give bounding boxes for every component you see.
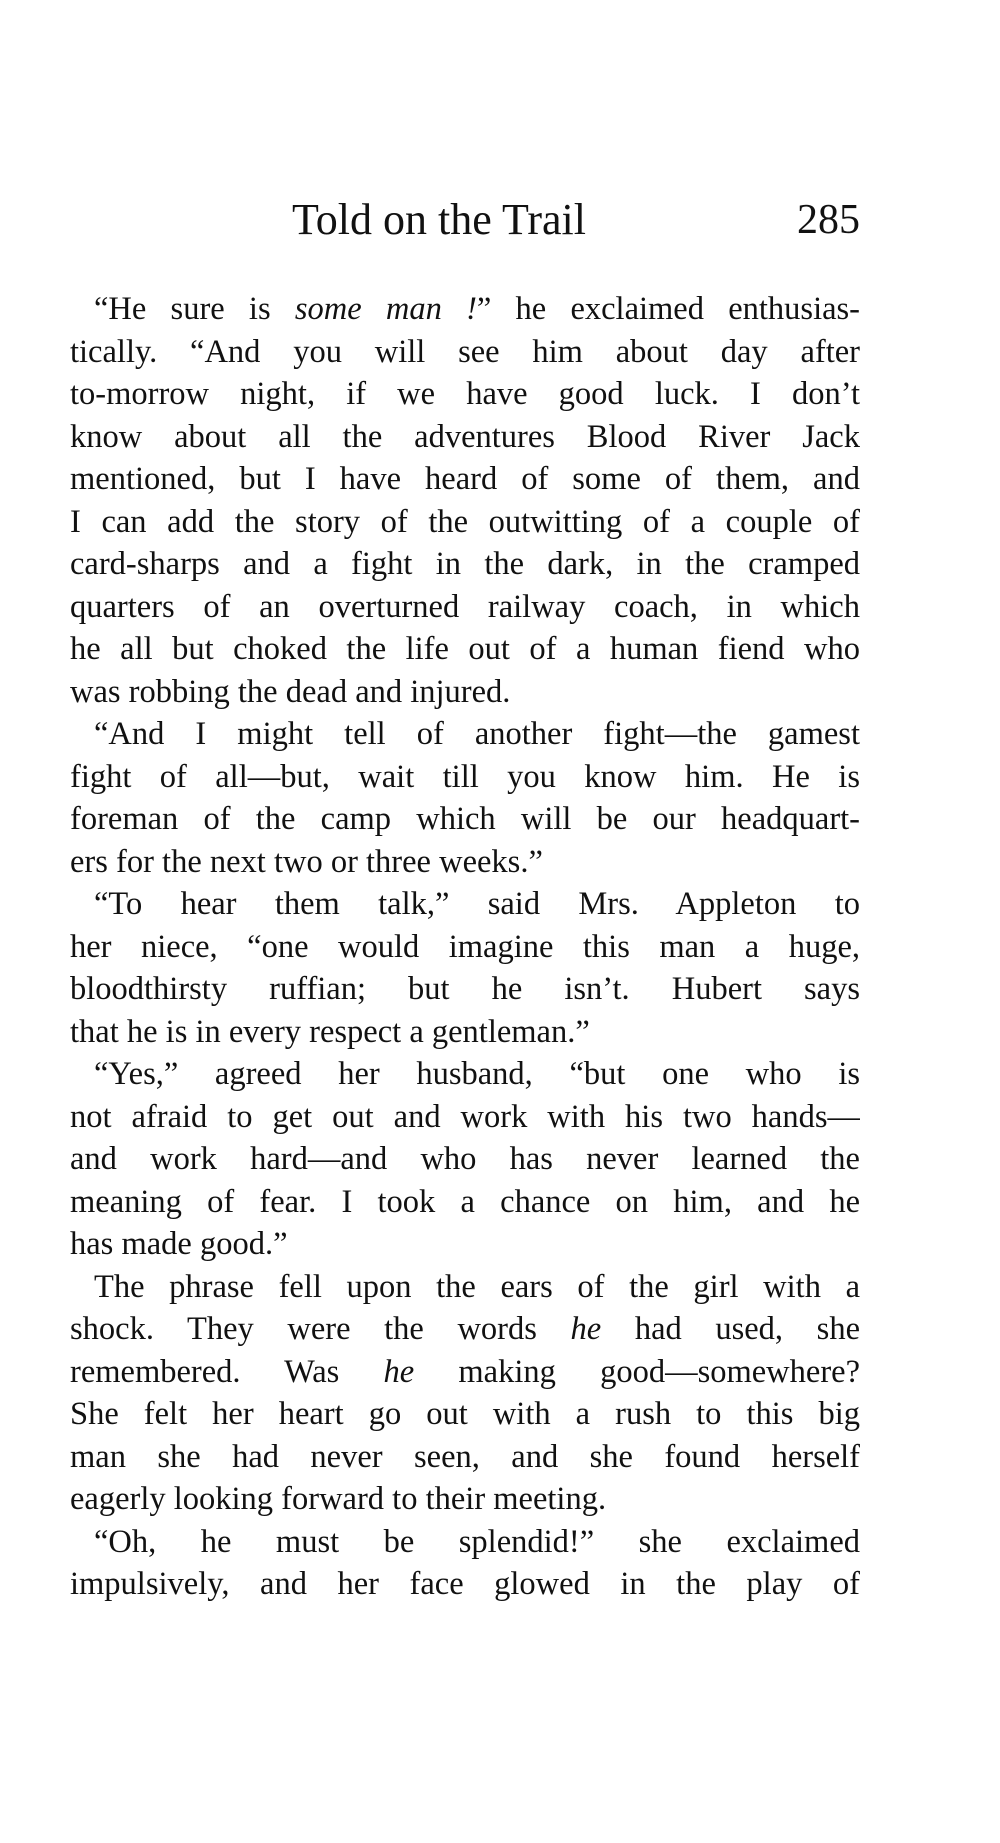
text-run: eagerly looking forward to their meeting. (70, 1481, 607, 1517)
text-run: mentioned, but I have heard of some of them, and (70, 461, 860, 497)
text-line (70, 1223, 860, 1266)
text-run: I can add the story of the outwitting of a couple of (70, 503, 860, 540)
text-line (70, 713, 860, 756)
paragraph (70, 713, 860, 883)
text-line (70, 288, 860, 331)
text-run: had used, she (601, 1311, 860, 1347)
body-text (70, 288, 860, 1606)
text-run: shock. They were the words (70, 1311, 571, 1347)
text-run: “Oh, he must be splendid!” she exclaimed (94, 1523, 860, 1560)
text-run: he all but choked the life out of a human fiend who (70, 631, 860, 667)
text-line (70, 798, 860, 841)
paragraph (70, 1521, 860, 1606)
text-run: “To hear them talk,” said Mrs. Appleton to (94, 886, 860, 922)
text-line (70, 628, 860, 671)
text-line (70, 458, 860, 501)
text-run: to-morrow night, if we have good luck. I don’t (70, 376, 860, 412)
text-line (70, 416, 860, 459)
text-line (70, 1308, 860, 1351)
text-run: foreman of the camp which will be our headquart- (70, 801, 860, 837)
text-run: “He sure is (94, 291, 295, 327)
text-line (70, 671, 860, 714)
text-line (70, 1138, 860, 1181)
page-number: 285 (797, 197, 860, 243)
text-line (70, 1563, 860, 1606)
italic-text: he (570, 1311, 602, 1347)
text-run: She felt her heart go out with a rush to this big (70, 1396, 860, 1432)
text-run: quarters of an overturned railway coach, in which (70, 588, 860, 625)
running-head (70, 192, 860, 248)
text-line (70, 1351, 860, 1394)
text-line (70, 1181, 860, 1224)
text-run: and work hard—and who has never learned the (70, 1141, 860, 1177)
text-line (70, 926, 860, 969)
text-run: making good—somewhere? (414, 1353, 860, 1390)
text-run: fight of all—but, wait till you know him. He is (70, 758, 860, 795)
text-line (70, 883, 860, 926)
text-line (70, 1053, 860, 1096)
text-run: that he is in every respect a gentleman.” (70, 1013, 590, 1050)
paragraph (70, 883, 860, 1053)
text-run: ers for the next two or three weeks.” (70, 843, 543, 880)
text-line (70, 841, 860, 884)
paragraph (70, 1266, 860, 1521)
italic-text: some man ! (294, 291, 477, 327)
text-line (70, 501, 860, 544)
text-run: was robbing the dead and injured. (70, 673, 511, 710)
text-run: card-sharps and a fight in the dark, in the cramped (70, 546, 860, 582)
text-line (70, 543, 860, 586)
text-line (70, 1011, 860, 1054)
text-run: tically. “And you will see him about day after (70, 333, 860, 370)
text-line (70, 1266, 860, 1309)
text-run: remembered. Was (70, 1353, 384, 1390)
paragraph (70, 1053, 860, 1266)
text-run: man she had never seen, and she found herself (70, 1438, 860, 1475)
text-run: The phrase fell upon the ears of the girl with a (94, 1268, 860, 1305)
italic-text: he (383, 1353, 415, 1390)
text-run: “And I might tell of another fight—the gamest (94, 716, 860, 752)
text-line (70, 1436, 860, 1479)
text-line (70, 373, 860, 416)
running-title: Told on the Trail (292, 195, 586, 244)
text-run: bloodthirsty ruffian; but he isn’t. Hubert says (70, 971, 860, 1007)
text-line (70, 968, 860, 1011)
text-run: ” he exclaimed enthusias- (476, 291, 860, 327)
text-line (70, 756, 860, 799)
paragraph (70, 288, 860, 713)
text-line (70, 586, 860, 629)
text-line (70, 1393, 860, 1436)
text-run: know about all the adventures Blood River Jack (70, 418, 860, 455)
text-run: “Yes,” agreed her husband, “but one who is (94, 1056, 860, 1092)
text-line (70, 1096, 860, 1139)
text-run: impulsively, and her face glowed in the play of (70, 1566, 860, 1602)
text-run: meaning of fear. I took a chance on him, and he (70, 1183, 860, 1220)
text-line (70, 331, 860, 374)
text-line (70, 1521, 860, 1564)
text-run: not afraid to get out and work with his two hands— (70, 1098, 860, 1135)
text-run: has made good.” (70, 1226, 288, 1262)
text-run: her niece, “one would imagine this man a huge, (70, 928, 860, 965)
text-line (70, 1478, 860, 1521)
